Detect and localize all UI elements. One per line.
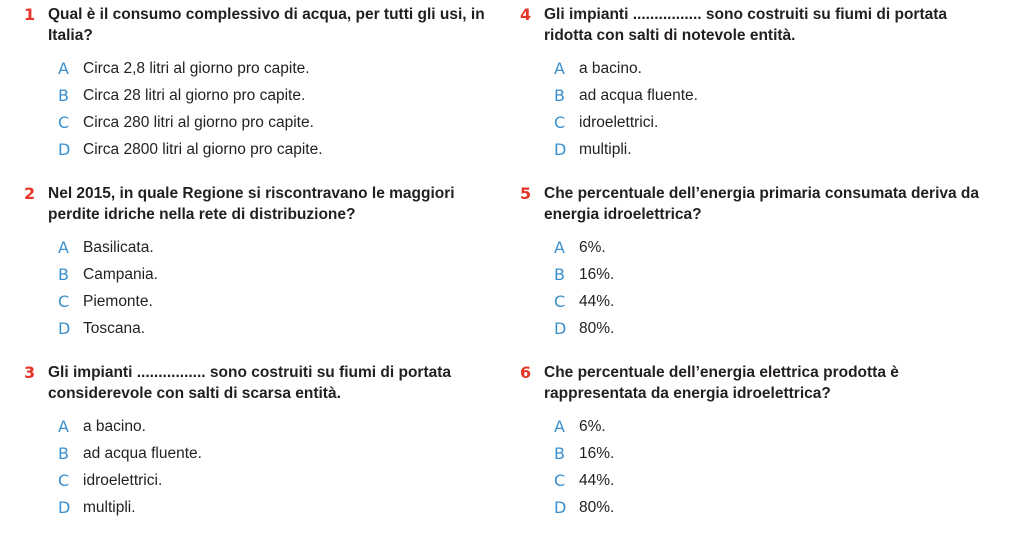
answer-list	[520, 413, 990, 521]
answer-text: ad acqua fluente.	[83, 444, 202, 462]
question-4	[520, 4, 990, 163]
question-number: 4	[520, 5, 532, 24]
answer-letter: D	[58, 140, 71, 159]
question-3	[24, 362, 494, 521]
question-text: Che percentuale dell’energia primaria consumata deriva da energia idroelettrica?	[544, 185, 980, 223]
answer-letter: C	[58, 113, 70, 132]
answer-letter: A	[58, 59, 69, 78]
answer-text: 16%.	[579, 444, 615, 462]
answer-list	[24, 55, 494, 163]
answer-option-b[interactable]	[58, 82, 494, 109]
answer-option-a[interactable]	[58, 413, 494, 440]
answer-option-a[interactable]	[58, 55, 494, 82]
answer-option-d[interactable]	[554, 136, 990, 163]
answer-option-a[interactable]	[554, 55, 990, 82]
answer-list	[24, 413, 494, 521]
answer-letter: B	[554, 86, 565, 105]
answer-text: 16%.	[579, 265, 615, 283]
answer-text: idroelettrici.	[83, 471, 163, 489]
question-number: 3	[24, 363, 36, 382]
answer-letter: C	[58, 471, 70, 490]
answer-option-c[interactable]	[58, 288, 494, 315]
question-1	[24, 4, 494, 163]
left-column	[24, 4, 494, 541]
question-text: Gli impianti ................ sono costruiti su fiumi di portata ridotta con salti di notevole entità.	[544, 6, 948, 44]
right-column	[520, 4, 990, 541]
answer-letter: D	[58, 319, 71, 338]
answer-option-b[interactable]	[554, 440, 990, 467]
question-header	[24, 362, 494, 404]
answer-text: a bacino.	[579, 59, 642, 77]
answer-option-c[interactable]	[58, 109, 494, 136]
answer-text: Circa 2800 litri al giorno pro capite.	[83, 140, 323, 158]
answer-option-d[interactable]	[554, 315, 990, 342]
answer-option-b[interactable]	[554, 82, 990, 109]
answer-text: 44%.	[579, 292, 615, 310]
question-header	[24, 183, 494, 225]
answer-letter: A	[554, 238, 565, 257]
answer-letter: A	[58, 238, 69, 257]
answer-letter: C	[554, 113, 566, 132]
answer-letter: B	[58, 265, 69, 284]
question-header	[520, 4, 990, 46]
answer-list	[24, 234, 494, 342]
answer-text: Circa 28 litri al giorno pro capite.	[83, 86, 306, 104]
answer-text: ad acqua fluente.	[579, 86, 698, 104]
answer-option-d[interactable]	[58, 136, 494, 163]
answer-option-c[interactable]	[58, 467, 494, 494]
answer-option-b[interactable]	[554, 261, 990, 288]
answer-option-d[interactable]	[554, 494, 990, 521]
answer-option-d[interactable]	[58, 315, 494, 342]
answer-letter: D	[554, 140, 567, 159]
answer-option-b[interactable]	[58, 261, 494, 288]
question-number: 6	[520, 363, 532, 382]
answer-text: Basilicata.	[83, 238, 154, 256]
question-text: Che percentuale dell’energia elettrica prodotta è rappresentata da energia idroelettrica?	[544, 364, 899, 402]
answer-text: 6%.	[579, 417, 606, 435]
answer-text: 80%.	[579, 319, 615, 337]
answer-letter: D	[554, 319, 567, 338]
question-header	[520, 183, 990, 225]
answer-letter: B	[58, 86, 69, 105]
answer-text: multipli.	[579, 140, 632, 158]
question-text: Nel 2015, in quale Regione si riscontravano le maggiori perdite idriche nella rete di distribuzione?	[48, 185, 455, 223]
answer-text: multipli.	[83, 498, 136, 516]
answer-letter: B	[554, 444, 565, 463]
answer-letter: C	[58, 292, 70, 311]
answer-text: Toscana.	[83, 319, 146, 337]
answer-option-d[interactable]	[58, 494, 494, 521]
answer-letter: A	[554, 417, 565, 436]
answer-letter: A	[554, 59, 565, 78]
question-text: Gli impianti ................ sono costruiti su fiumi di portata considerevole con salti di scarsa entità.	[48, 364, 452, 402]
answer-option-c[interactable]	[554, 467, 990, 494]
answer-text: Campania.	[83, 265, 158, 283]
answer-option-a[interactable]	[58, 234, 494, 261]
answer-option-c[interactable]	[554, 109, 990, 136]
answer-text: Piemonte.	[83, 292, 153, 310]
question-number: 1	[24, 5, 36, 24]
question-header	[24, 4, 494, 46]
answer-text: 80%.	[579, 498, 615, 516]
question-text: Qual è il consumo complessivo di acqua, per tutti gli usi, in Italia?	[48, 6, 485, 44]
answer-text: 6%.	[579, 238, 606, 256]
question-2	[24, 183, 494, 342]
question-header	[520, 362, 990, 404]
answer-option-a[interactable]	[554, 413, 990, 440]
question-5	[520, 183, 990, 342]
answer-option-a[interactable]	[554, 234, 990, 261]
answer-letter: B	[58, 444, 69, 463]
answer-letter: A	[58, 417, 69, 436]
answer-text: idroelettrici.	[579, 113, 659, 131]
answer-letter: B	[554, 265, 565, 284]
answer-list	[520, 55, 990, 163]
question-6	[520, 362, 990, 521]
answer-option-c[interactable]	[554, 288, 990, 315]
question-number: 5	[520, 184, 532, 203]
answer-text: a bacino.	[83, 417, 146, 435]
answer-letter: C	[554, 471, 566, 490]
question-number: 2	[24, 184, 36, 203]
answer-letter: D	[58, 498, 71, 517]
answer-text: Circa 280 litri al giorno pro capite.	[83, 113, 314, 131]
answer-text: 44%.	[579, 471, 615, 489]
answer-option-b[interactable]	[58, 440, 494, 467]
answer-letter: D	[554, 498, 567, 517]
answer-letter: C	[554, 292, 566, 311]
answer-text: Circa 2,8 litri al giorno pro capite.	[83, 59, 310, 77]
answer-list	[520, 234, 990, 342]
